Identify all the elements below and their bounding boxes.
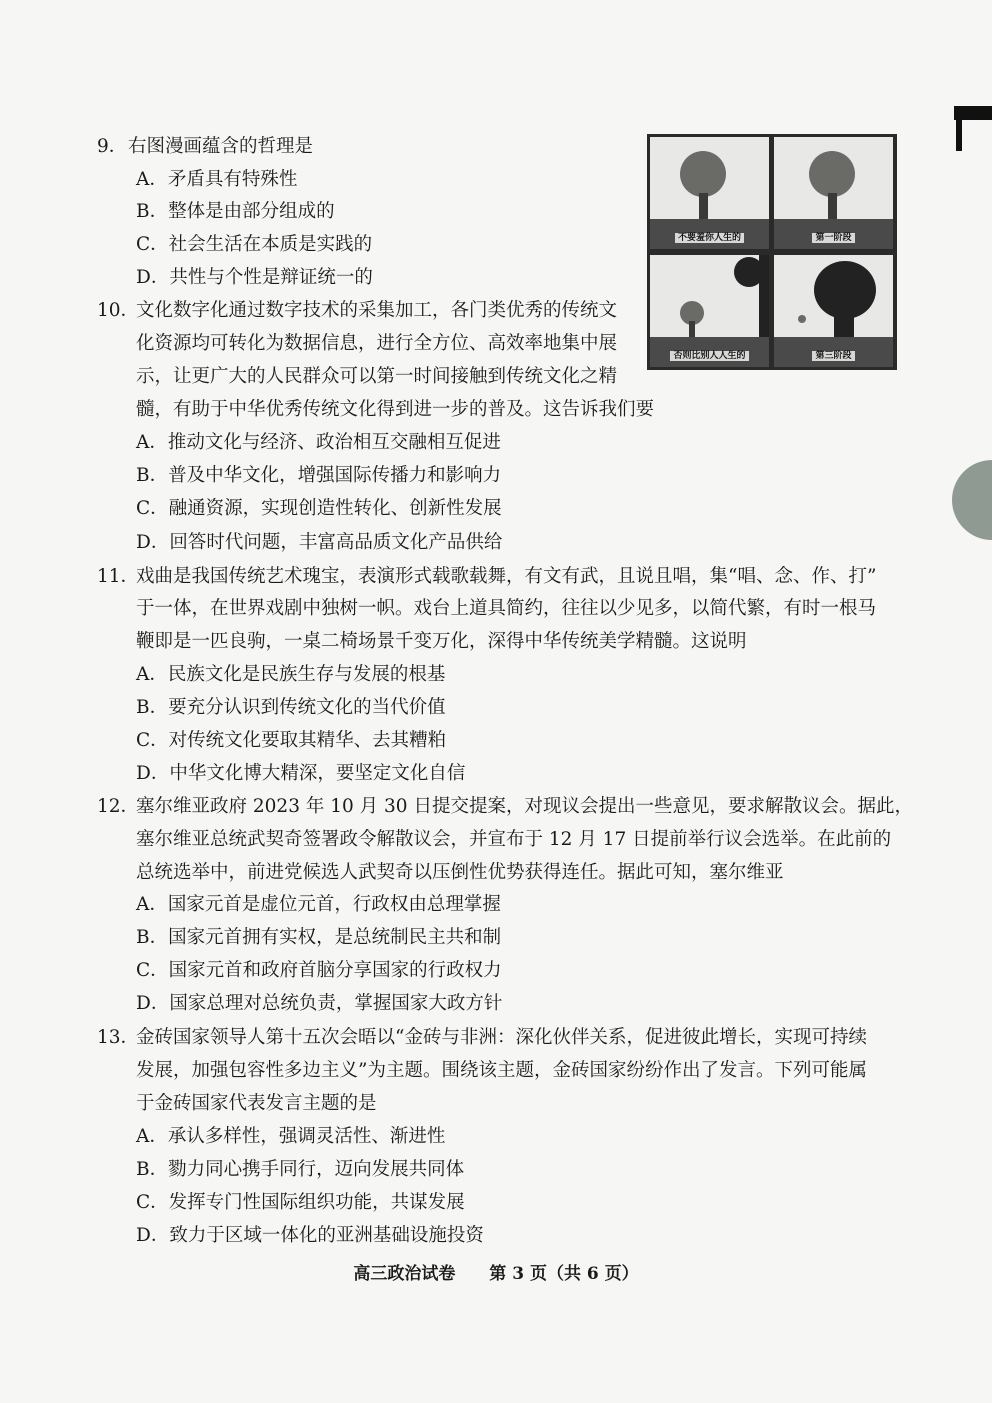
option-d: D．中华文化博大精深，要坚定文化自信 [136,763,466,784]
option-a: A．推动文化与经济、政治相互交融相互促进 [136,432,501,453]
edge-mark [956,106,962,151]
option-c: C．对传统文化要取其精华、去其糟粕 [136,730,447,751]
question-stem-line: 总统选举中，前进党候选人武契奇以压倒性优势获得连任。据此可知，塞尔维亚 [136,862,784,883]
comic-image [647,134,897,370]
option-c: C．国家元首和政府首脑分享国家的行政权力 [136,960,502,981]
option-d: D．回答时代问题，丰富高品质文化产品供给 [136,532,503,553]
question-stem-line: 鞭即是一匹良驹，一桌二椅场景千变万化，深得中华传统美学精髓。这说明 [136,631,747,652]
page-footer [0,1259,992,1284]
option-a: A．矛盾具有特殊性 [136,169,298,190]
question-stem-line: 塞尔维亚政府 2023 年 10 月 30 日提交提案，对现议会提出一些意见，要求解散议会。据此， [136,796,913,817]
option-a: A．承认多样性，强调灵活性、渐进性 [136,1126,446,1147]
question-stem-line: 于一体，在世界戏剧中独树一帜。戏台上道具简约，往往以少见多，以简代繁，有时一根马 [136,598,877,619]
option-c: C．融通资源，实现创造性转化、创新性发展 [136,498,502,519]
comic-panel-2 [774,137,893,249]
comic-caption: 否则比别人人生的 [670,351,748,361]
option-c: C．社会生活在本质是实践的 [136,234,373,255]
option-b: B．勠力同心携手同行，迈向发展共同体 [136,1159,465,1180]
option-d: D．共性与个性是辩证统一的 [136,267,373,288]
question-stem-line: 髓，有助于中华优秀传统文化得到进一步的普及。这告诉我们要 [136,399,655,420]
question-number: 9． [97,136,128,157]
comic-panel-4 [774,255,893,367]
option-a: A．民族文化是民族生存与发展的根基 [136,664,446,685]
question-number: 11． [97,566,140,587]
footer-page-number: 第 3 页（共 6 页） [489,1264,639,1284]
question-stem-line: 文化数字化通过数字技术的采集加工，各门类优秀的传统文 [136,300,618,321]
question-number: 12． [97,796,140,817]
option-c: C．发挥专门性国际组织功能，共谋发展 [136,1192,465,1213]
question-stem-line: 于金砖国家代表发言主题的是 [136,1093,377,1114]
comic-caption: 不要羞你人生的 [675,233,744,243]
footer-subject: 高三政治试卷 [353,1264,456,1284]
option-b: B．国家元首拥有实权，是总统制民主共和制 [136,927,502,948]
comic-panel-1 [650,137,769,249]
question-stem: 右图漫画蕴含的哲理是 [128,136,314,157]
option-b: B．整体是由部分组成的 [136,201,335,222]
option-d: D．国家总理对总统负责，掌握国家大政方针 [136,993,503,1014]
question-stem-line: 塞尔维亚总统武契奇签署政令解散议会，并宣布于 12 月 17 日提前举行议会选举。在此前的 [136,829,892,850]
option-b: B．要充分认识到传统文化的当代价值 [136,697,446,718]
option-b: B．普及中华文化，增强国际传播力和影响力 [136,465,502,486]
question-stem-line: 化资源均可转化为数据信息，进行全方位、高效率地集中展 [136,333,618,354]
option-d: D．致力于区域一体化的亚洲基础设施投资 [136,1225,484,1246]
question-stem-line: 金砖国家领导人第十五次会晤以“金砖与非洲：深化伙伴关系，促进彼此增长，实现可持续 [136,1027,867,1048]
question-stem-line: 戏曲是我国传统艺术瑰宝，表演形式载歌载舞，有文有武，且说且唱，集“唱、念、作、打” [136,566,877,587]
question-number: 13． [97,1027,140,1048]
comic-panel-3 [650,255,769,367]
option-a: A．国家元首是虚位元首，行政权由总理掌握 [136,894,501,915]
question-stem-line: 示，让更广大的人民群众可以第一时间接触到传统文化之精 [136,366,618,387]
comic-caption: 第三阶段 [812,351,854,361]
comic-caption: 第一阶段 [812,233,854,243]
question-number: 10． [97,300,140,321]
scan-smudge [952,460,992,540]
question-stem-line: 发展，加强包容性多边主义”为主题。围绕该主题，金砖国家纷纷作出了发言。下列可能属 [136,1060,867,1081]
